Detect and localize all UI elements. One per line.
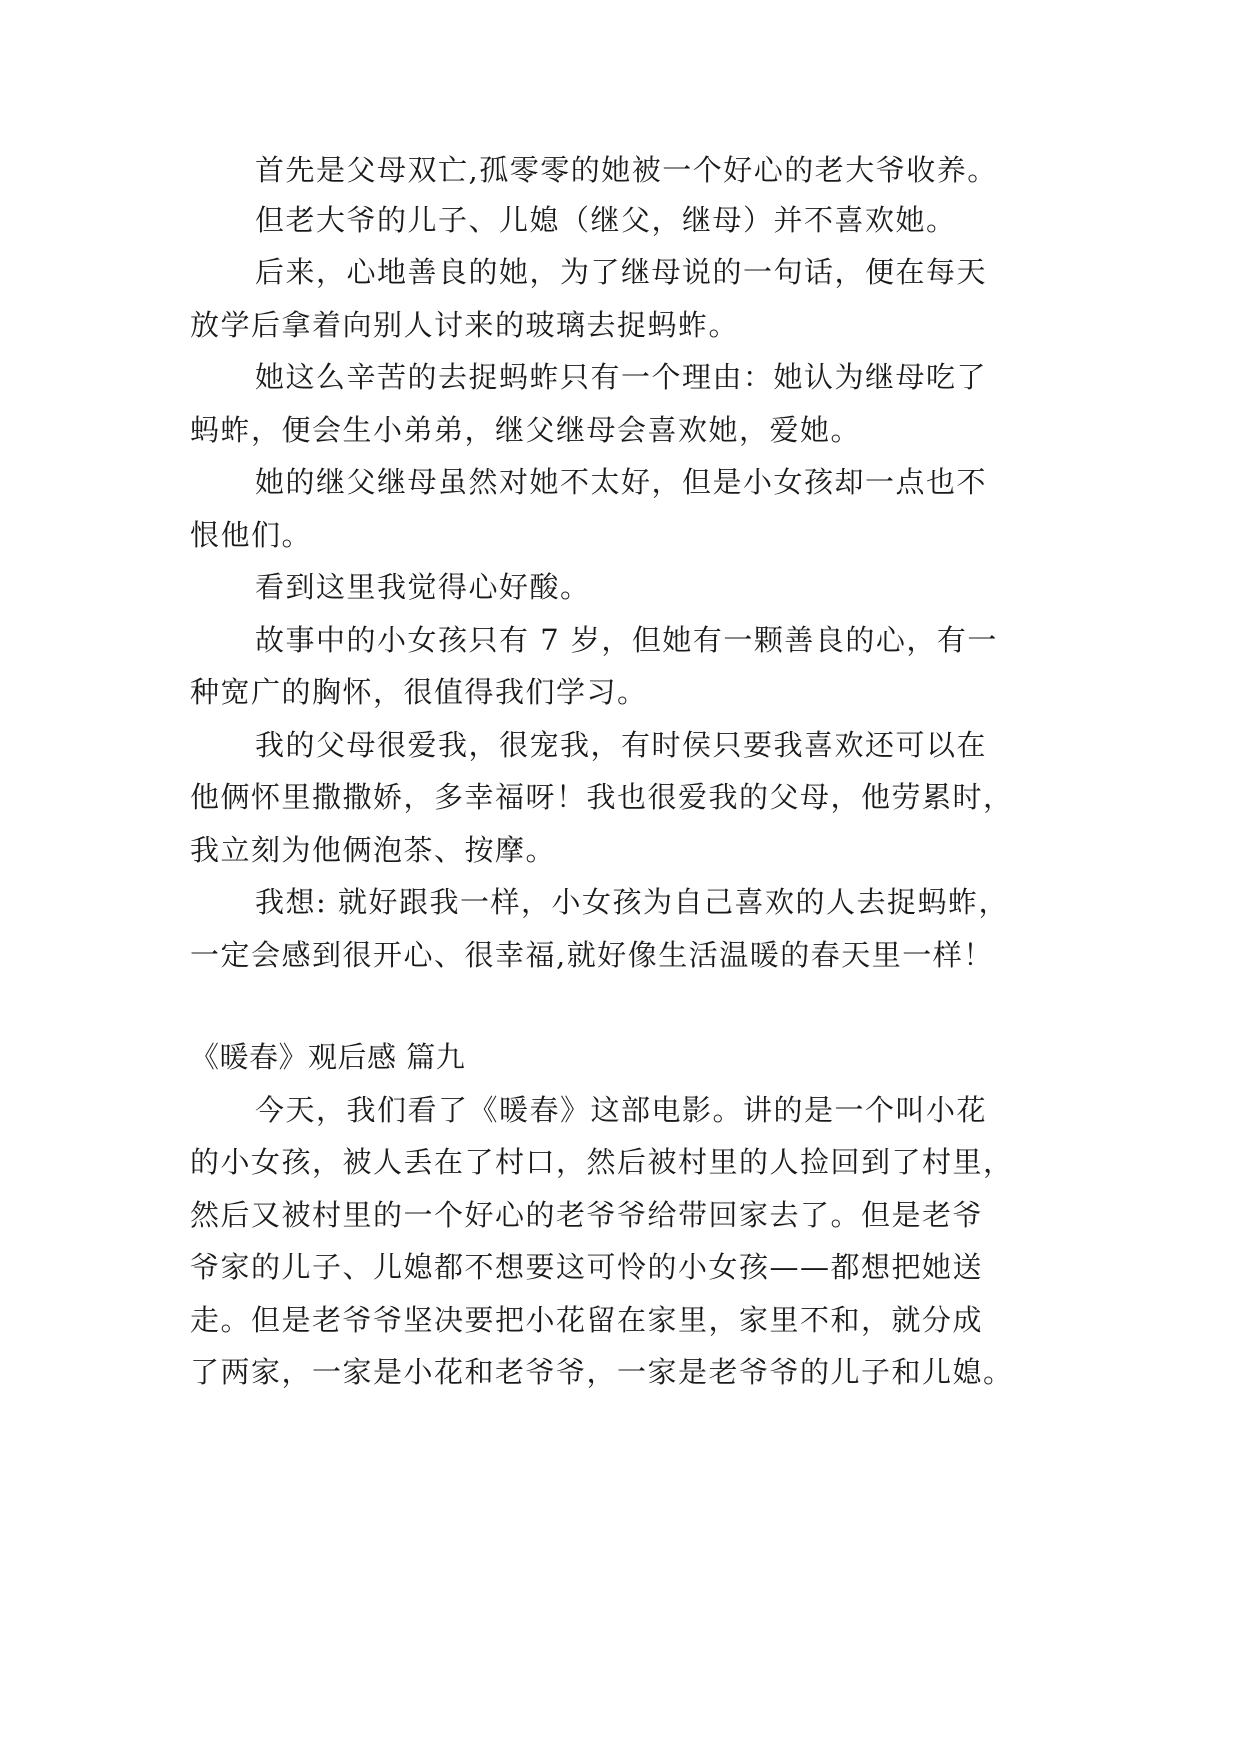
paragraph-line: 种宽广的胸怀，很值得我们学习。 — [190, 675, 648, 709]
paragraph-line: 然后又被村里的一个好心的老爷爷给带回家去了。但是老爷 — [190, 1198, 984, 1232]
paragraph-line: 她这么辛苦的去捉蚂蚱只有一个理由：她认为继母吃了 — [255, 360, 988, 394]
paragraph-line: 我想: 就好跟我一样，小女孩为自己喜欢的人去捉蚂蚱， — [255, 885, 1009, 919]
paragraph-line: 放学后拿着向别人讨来的玻璃去捉蚂蚱。 — [190, 308, 740, 342]
paragraph-line: 恨他们。 — [190, 518, 313, 552]
paragraph-line: 我的父母很爱我，很宠我，有时侯只要我喜欢还可以在 — [255, 728, 988, 762]
paragraph-line: 蚂蚱，便会生小弟弟，继父继母会喜欢她，爱她。 — [190, 413, 862, 447]
paragraph-line: 了两家，一家是小花和老爷爷，一家是老爷爷的儿子和儿媳。 — [190, 1355, 1014, 1389]
paragraph-line: 故事中的小女孩只有 7 岁，但她有一颗善良的心，有一 — [255, 623, 998, 657]
paragraph-line: 后来，心地善良的她，为了继母说的一句话，便在每天 — [255, 255, 988, 289]
paragraph-line: 一定会感到很开心、很幸福,就好像生活温暖的春天里一样！ — [190, 938, 994, 972]
paragraph-line: 走。但是老爷爷坚决要把小花留在家里，家里不和，就分成 — [190, 1303, 984, 1337]
paragraph-line: 的小女孩，被人丢在了村口，然后被村里的人捡回到了村里， — [190, 1145, 1014, 1179]
paragraph-line: 爷家的儿子、儿媳都不想要这可怜的小女孩——都想把她送 — [190, 1250, 984, 1284]
paragraph-line: 看到这里我觉得心好酸。 — [255, 570, 591, 604]
section-heading: 《暖春》观后感 篇九 — [190, 1040, 466, 1074]
paragraph-line: 今天，我们看了《暖春》这部电影。讲的是一个叫小花 — [255, 1093, 988, 1127]
paragraph-line: 她的继父继母虽然对她不太好，但是小女孩却一点也不 — [255, 465, 988, 499]
paragraph-line: 首先是父母双亡,孤零零的她被一个好心的老大爷收养。 — [255, 153, 998, 187]
paragraph-line: 但老大爷的儿子、儿媳（继父，继母）并不喜欢她。 — [255, 203, 957, 237]
paragraph-line: 我立刻为他俩泡茶、按摩。 — [190, 833, 557, 867]
paragraph-line: 他俩怀里撒撒娇，多幸福呀！我也很爱我的父母，他劳累时， — [190, 780, 1014, 814]
